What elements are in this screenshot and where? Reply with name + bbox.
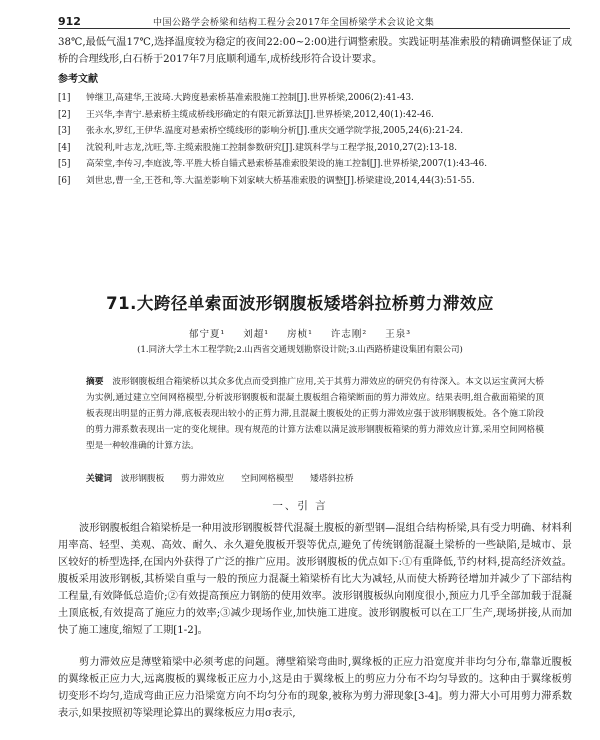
reference-item bbox=[58, 90, 572, 107]
reference-index: [5] bbox=[58, 159, 71, 169]
keywords-label: 关键词 bbox=[86, 474, 113, 484]
reference-index: [1] bbox=[58, 93, 71, 103]
reference-text: 张永水,罗红,王伊华.温度对悬索桥空缆线形的影响分析[J].重庆交通学院学报,2005,24(6):21-24. bbox=[86, 126, 464, 136]
page-number: 912 bbox=[58, 15, 81, 28]
abstract-label: 摘要 bbox=[86, 377, 104, 387]
body-paragraph: 剪力滞效应是薄壁箱梁中必须考虑的问题。薄壁箱梁弯曲时,翼缘板的正应力沿宽度并非均匀分布,靠靠近腹板的翼缘板正应力大,远离腹板的翼缘板正应力小,这是由于翼缘板上的剪应力分布不均匀导致的。这种由于翼缘板剪切变形不均匀,造成弯曲正应力沿梁宽方向不均匀分布的现象,被称为剪力滞现象[3-4]。剪力滞大小可用剪力滞系数表示,如果按照初等梁理论算出的翼缘板应力用σ表示, bbox=[58, 657, 572, 719]
reference-item bbox=[58, 140, 572, 157]
reference-item bbox=[58, 156, 572, 173]
reference-text: 刘世忠,曹一全,王苍和,等.大温差影响下刘家峡大桥基准索股的调整[J].桥梁建设,2014,44(3):51-55. bbox=[86, 175, 475, 186]
reference-list bbox=[58, 90, 572, 189]
reference-index: [4] bbox=[58, 142, 71, 153]
conference-name: 中国公路学会桥梁和结构工程分会2017年全国桥梁学术会议论文集 bbox=[153, 18, 435, 28]
keyword: 波形钢腹板 bbox=[120, 474, 165, 484]
reference-text: 钟继卫,高建华,王波琦.大跨度悬索桥基准索股施工控制[J].世界桥梁,2006(2):41-43. bbox=[86, 93, 414, 103]
references-title: 参考文献 bbox=[58, 74, 98, 85]
reference-index: [3] bbox=[58, 126, 71, 136]
reference-item bbox=[58, 123, 572, 140]
keyword: 空间网格模型 bbox=[241, 474, 294, 484]
abstract bbox=[86, 374, 544, 454]
keyword: 剪力滞效应 bbox=[181, 474, 225, 484]
reference-text: 沈锐利,叶志龙,沈旺,等.主缆索股施工控制参数研究[J].建筑科学与工程学报,2010,27(2):13-18. bbox=[86, 142, 458, 153]
keyword: 矮塔斜拉桥 bbox=[310, 474, 354, 484]
reference-item bbox=[58, 107, 572, 124]
previous-article-paragraph: 38℃,最低气温17℃,选择温度较为稳定的夜间22:00~2:00进行调整索股。实践证明基准索股的精确调整保证了成桥的合理线形,白石桥于2017年7月底顺利通车,成桥线形符合设计要求。 bbox=[58, 37, 572, 65]
reference-text: 王兴华,李青宁.悬索桥主缆成桥线形确定的有限元新算法[J].世界桥梁,2012,40(1):42-46. bbox=[86, 109, 434, 120]
reference-item bbox=[58, 173, 572, 190]
section-title: 一、引 言 bbox=[272, 500, 328, 512]
abstract-text: 波形钢腹板组合箱梁桥以其众多优点而受到推广应用,关于其剪力滞效应的研究仍有待深入。本文以运宝黄河大桥为实例,通过建立空间网格模型,分析波形钢腹板和混凝土腹板组合箱梁断面的剪力滞效应。结果表明,组合截面箱梁的顶板表现出明显的正剪力滞,底板表现出较小的正剪力滞,且混凝土腹板处的正剪力滞效应强于波形钢腹板处。各个施工阶段的剪力滞系数表现出一定的变化规律。现有规范的计算方法难以满足波形钢腹板箱梁的剪力滞效应计算,采用空间网格模型是一种较准确的计算方法。 bbox=[86, 377, 545, 451]
running-header bbox=[58, 10, 570, 29]
article-title: 71.大跨径单索面波形钢腹板矮塔斜拉桥剪力滞效应 bbox=[106, 294, 494, 313]
reference-text: 高荣堂,李传习,李庭波,等.平胜大桥自锚式悬索桥基准索股架设的施工控制[J].世界桥梁,2007(1):43-46. bbox=[86, 159, 488, 169]
keywords bbox=[86, 472, 544, 484]
reference-index: [2] bbox=[58, 109, 71, 120]
reference-index: [6] bbox=[58, 175, 71, 186]
article-affiliations: (1.同济大学土木工程学院;2.山西省交通规划勘察设计院;3.山西路桥建设集团有限公司) bbox=[137, 345, 463, 355]
body-paragraph: 波形钢腹板组合箱梁桥是一种用波形钢腹板替代混凝土腹板的新型钢—混组合结构桥梁,具有受力明确、材料利用率高、轻型、美观、高效、耐久、永久避免腹板开裂等优点,避免了传统钢筋混凝土梁桥的一些缺陷,是城市、景区较好的桥型选择,在国内外获得了广泛的推广应用。波形钢腹板的优点如下:①有重降低,节约材料,提高经济效益。腹板采用波形钢板,其桥梁自重与一般的预应力混凝土箱梁桥有比大为减轻,从而使大桥跨径增加并减少了下部结构工程量,有效降低总造价;②有效提高预应力钢筋的使用效率。波形钢腹板纵向刚度很小,预应力几乎全部加载于混凝土顶底板,有效提高了施应力的效率;③减少现场作业,加快施工进度。波形钢腹板可以在工厂生产,现场拼接,从而加快了施工速度,缩短了工期[1-2]。 bbox=[58, 523, 572, 636]
article-authors: 郁宁夏¹ 刘超¹ 房桢¹ 许志刚² 王泉³ bbox=[188, 329, 412, 340]
